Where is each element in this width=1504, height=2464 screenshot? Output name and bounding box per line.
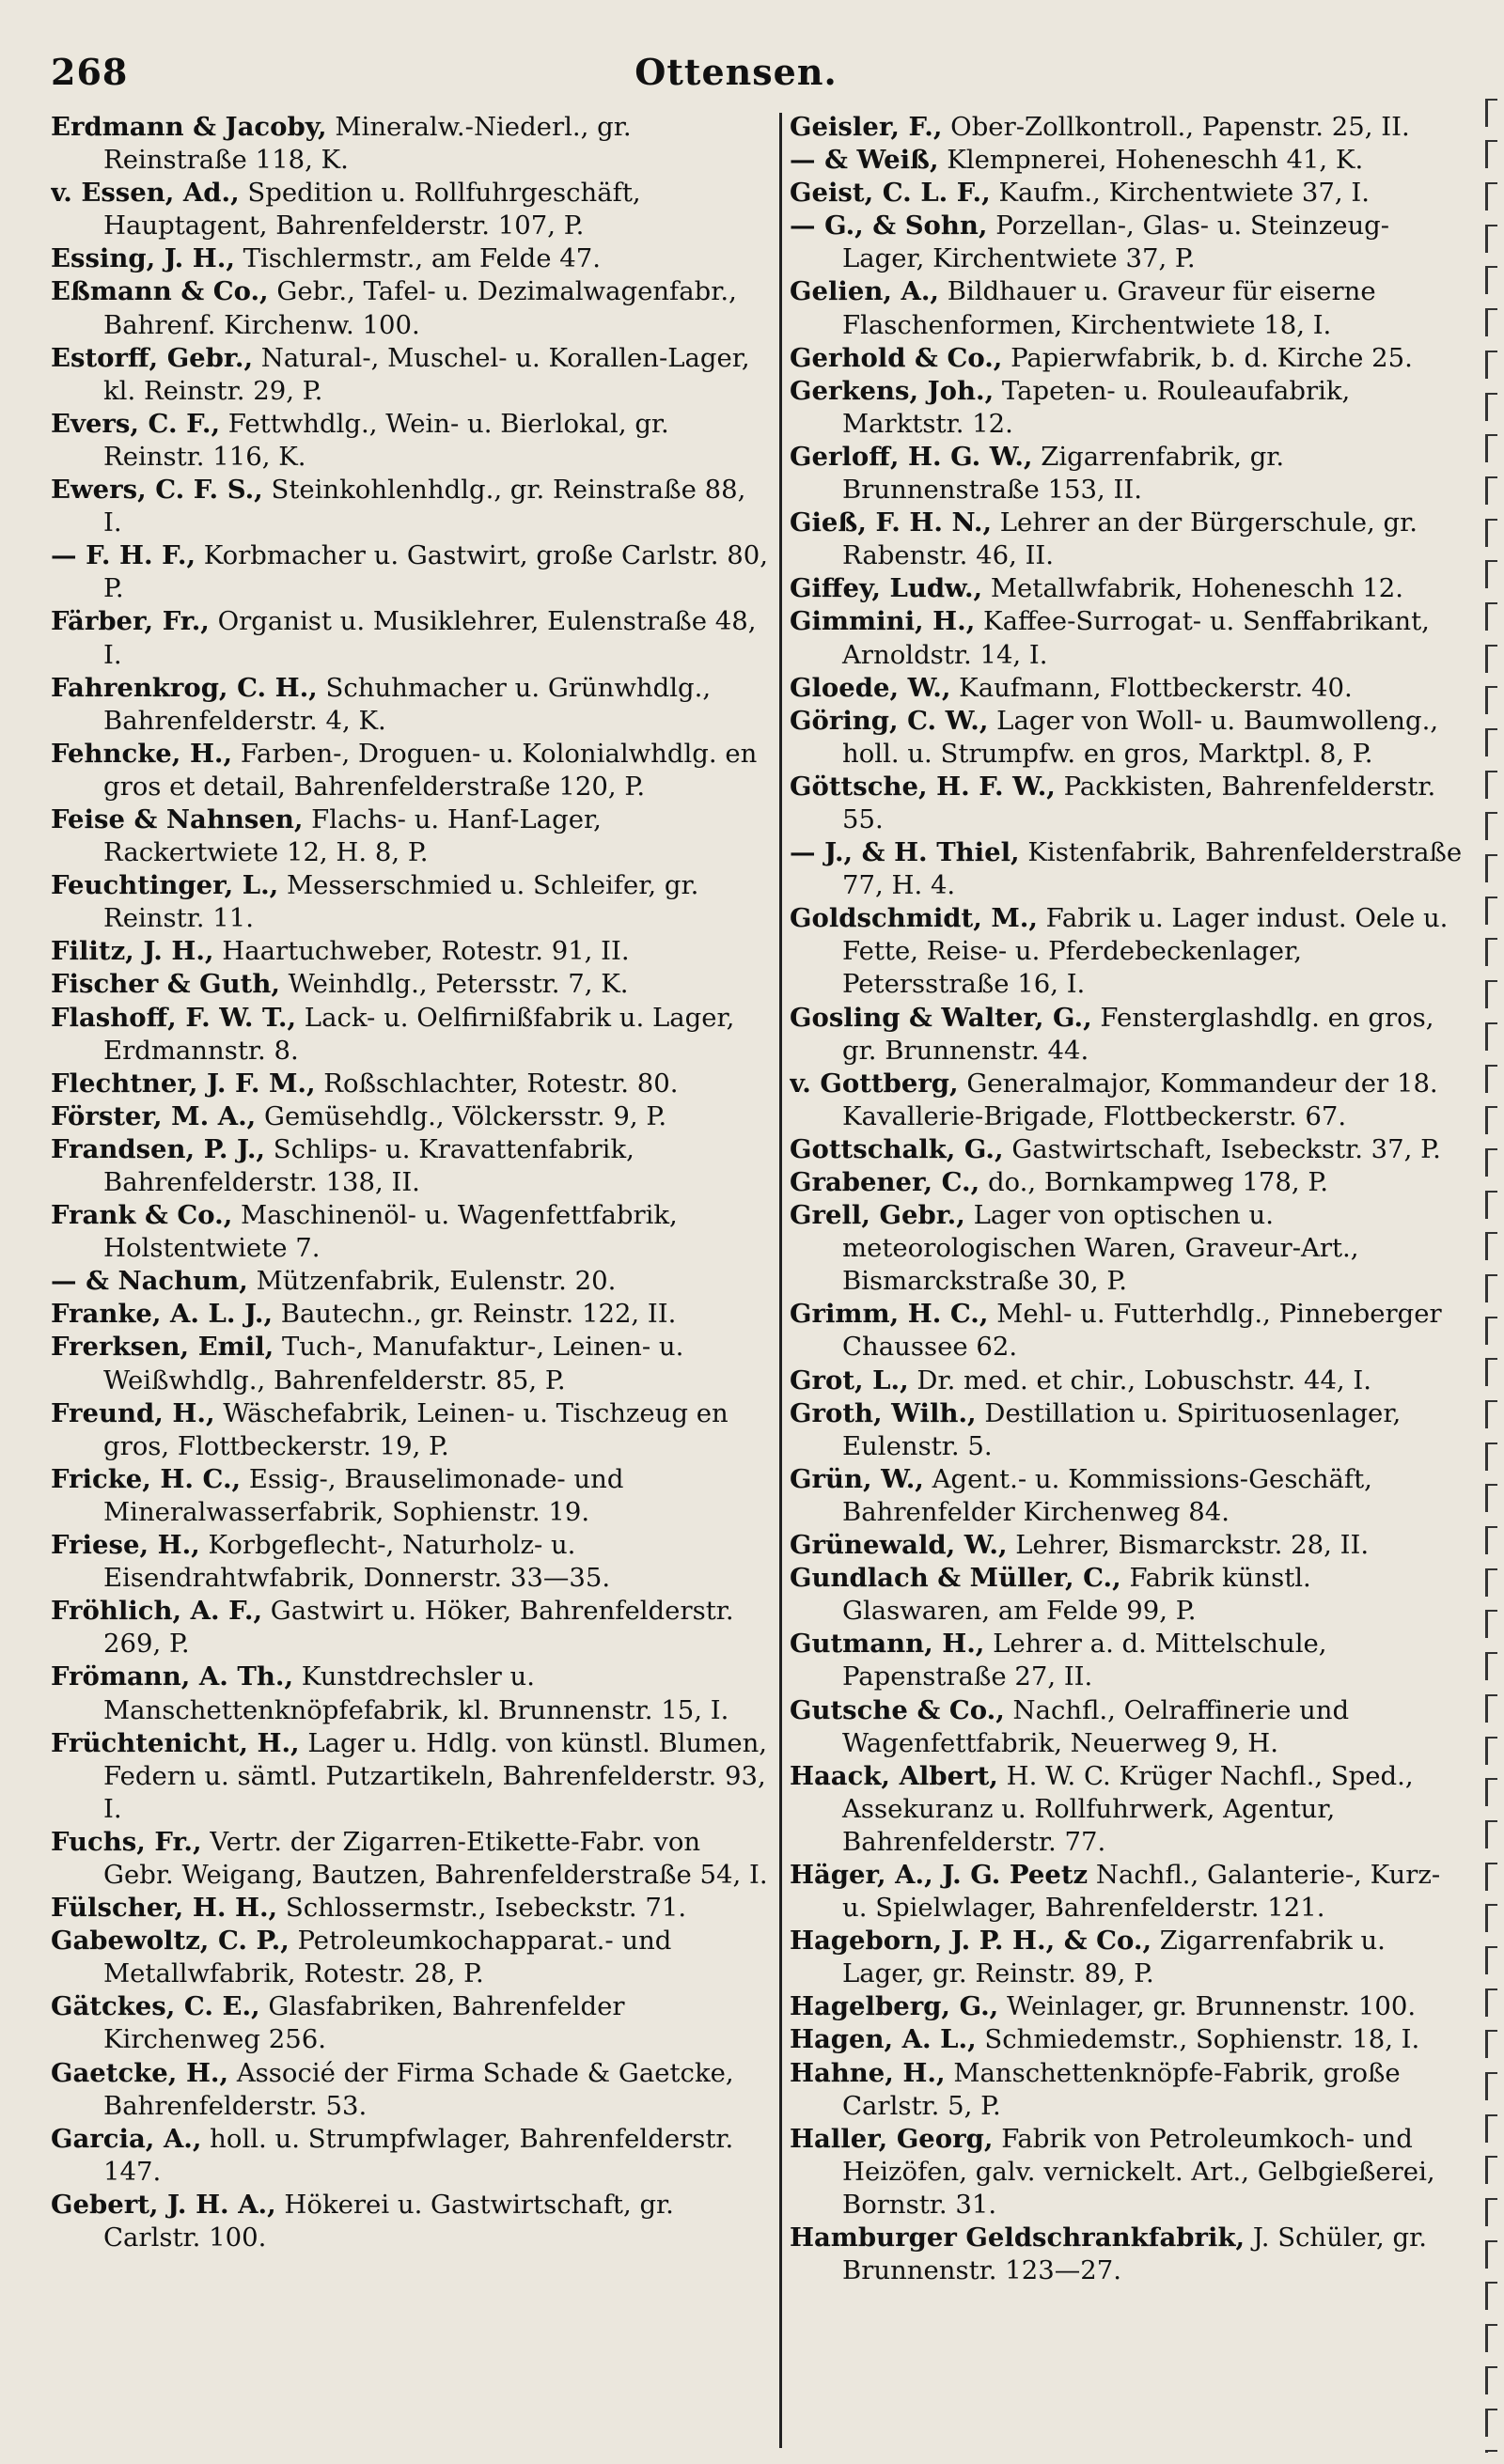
entry-details: Fettwhdlg., Wein- u. Bierlokal, gr. Reinstr. 116, K. [103, 408, 669, 472]
directory-entry [51, 1298, 770, 1331]
directory-entry [790, 836, 1466, 902]
entry-details: Manschettenknöpfe-Fabrik, große Carlstr. 5, P. [842, 2057, 1401, 2121]
entry-name: Fuchs, Fr., [51, 1826, 202, 1857]
entry-name: Ewers, C. F. S., [51, 475, 263, 506]
entry-details: Ober-Zollkontroll., Papenstr. 25, II. [942, 112, 1410, 142]
directory-entry [51, 605, 770, 671]
adjacent-page-glyph [1485, 1568, 1497, 1597]
adjacent-page-glyph [1485, 645, 1497, 673]
entry-name: Gutmann, H., [790, 1629, 985, 1660]
entry-details: Roßschlachter, Rotestr. 80. [315, 1068, 679, 1099]
entry-details: Lager u. Hdlg. von künstl. Blumen, Federn u. sämtl. Putzartikeln, Bahrenfelderstr. 93, I. [103, 1727, 768, 1824]
entry-details: Fensterglashdlg. en gros, gr. Brunnenstr. 44. [842, 1002, 1434, 1066]
entry-details: Essig-, Brauselimonade- und Mineralwasserfabrik, Sophienstr. 19. [103, 1463, 624, 1527]
adjacent-page-glyph [1485, 2240, 1497, 2269]
directory-entry [51, 408, 770, 474]
adjacent-page-glyph [1485, 2282, 1497, 2310]
adjacent-page-glyph [1485, 1988, 1497, 2017]
entry-name: Fülscher, H. H., [51, 1893, 278, 1924]
entry-name: Erdmann & Jacoby, [51, 112, 327, 142]
directory-entry [790, 210, 1466, 275]
adjacent-page-glyph [1485, 1358, 1497, 1386]
entry-name: Frandsen, P. J., [51, 1133, 265, 1164]
entry-name: Haller, Georg, [790, 2123, 994, 2154]
entry-details: Bildhauer u. Graveur für eiserne Flaschenformen, Kirchentwiete 18, I. [842, 276, 1376, 340]
adjacent-page-glyph [1485, 1526, 1497, 1554]
adjacent-page-glyph [1485, 938, 1497, 966]
adjacent-page-glyph [1485, 1904, 1497, 1932]
directory-entry [51, 2189, 770, 2254]
entry-details: Weinhdlg., Petersstr. 7, K. [279, 969, 629, 1000]
entry-details: Zigarrenfabrik, gr. Brunnenstraße 153, II. [842, 441, 1285, 506]
entry-name: Gosling & Walter, G., [790, 1002, 1092, 1033]
entry-details: Lehrer a. d. Mittelschule, Papenstraße 27, II. [842, 1629, 1327, 1692]
directory-entry [790, 1859, 1466, 1925]
adjacent-page-glyph [1485, 1232, 1497, 1260]
entry-name: Gerloff, H. G. W., [790, 441, 1033, 472]
entry-name: Färber, Fr., [51, 606, 210, 637]
entry-details: Spedition u. Rollfuhrgeschäft, Hauptagent, Bahrenfelderstr. 107, P. [103, 178, 641, 242]
directory-entry [51, 2123, 770, 2189]
directory-entry [790, 111, 1466, 144]
entry-name: Frerksen, Emil, [51, 1332, 274, 1363]
directory-entry [51, 738, 770, 803]
entry-details: Metallwfabrik, Hoheneschh 12. [982, 573, 1404, 604]
page-number: 268 [51, 51, 129, 93]
entry-name: Hahne, H., [790, 2057, 946, 2088]
entry-details: Maschinenöl- u. Wagenfettfabrik, Holstentwiete 7. [103, 1200, 678, 1264]
entry-name: Häger, A., J. G. Peetz [790, 1859, 1089, 1890]
directory-entry [790, 177, 1466, 210]
directory-entry [51, 1727, 770, 1826]
adjacent-page-glyph [1485, 602, 1497, 631]
entry-details: Tuch-, Manufaktur-, Leinen- u. Weißwhdlg., Bahrenfelderstr. 85, P. [103, 1332, 684, 1396]
entry-details: Agent.- u. Kommissions-Geschäft, Bahrenfelder Kirchenweg 84. [842, 1463, 1372, 1527]
entry-name: Grell, Gebr., [790, 1200, 965, 1231]
adjacent-page-glyph [1485, 812, 1497, 840]
entry-name: Feuchtinger, L., [51, 870, 279, 901]
entry-details: Destillation u. Spirituosenlager, Eulenstr. 5. [842, 1397, 1402, 1461]
entry-details: Gastwirt u. Höker, Bahrenfelderstr. 269, P. [103, 1596, 734, 1660]
adjacent-page-glyph [1485, 2450, 1497, 2453]
adjacent-page-glyph [1485, 771, 1497, 799]
adjacent-page-glyph [1485, 560, 1497, 588]
entry-name: Fröhlich, A. F., [51, 1596, 263, 1627]
directory-entry [790, 2123, 1466, 2222]
directory-entry [51, 1199, 770, 1265]
adjacent-page-glyph [1485, 2409, 1497, 2437]
entry-details: Fabrik von Petroleumkoch- und Heizöfen, galv. vernickelt. Art., Gelbgießerei, Bornstr. 31. [842, 2123, 1435, 2220]
entry-details: Mehl- u. Futterhdlg., Pinneberger Chaussee 62. [842, 1299, 1442, 1363]
directory-entry [790, 902, 1466, 1001]
adjacent-page-glyph [1485, 2114, 1497, 2143]
entry-name: Evers, C. F., [51, 408, 221, 439]
directory-entry [790, 672, 1466, 705]
entry-details: Vertr. der Zigarren-Etikette-Fabr. von Gebr. Weigang, Bautzen, Bahrenfelderstraße 54, I. [103, 1826, 768, 1890]
entry-details: Tischlermstr., am Felde 47. [234, 243, 602, 274]
entry-details: Associé der Firma Schade & Gaetcke, Bahrenfelderstr. 53. [103, 2057, 734, 2121]
directory-entry [51, 275, 770, 341]
adjacent-page-glyph [1485, 1317, 1497, 1345]
entry-details: Farben-, Droguen- u. Kolonialwhdlg. en gros et detail, Bahrenfelderstraße 120, P. [103, 738, 758, 802]
directory-entry [790, 275, 1466, 341]
directory-entry [51, 1002, 770, 1068]
entry-name: Essing, J. H., [51, 243, 235, 274]
adjacent-page-glyph [1485, 1778, 1497, 1806]
right-column [790, 111, 1466, 2451]
directory-entry [790, 605, 1466, 671]
adjacent-page-glyph [1485, 2366, 1497, 2394]
entry-details: Nachfl., Oelraffinerie und Wagenfettfabrik, Neuerweg 9, H. [842, 1694, 1350, 1758]
entry-details: Petroleumkochapparat.- und Metallwfabrik, Rotestr. 28, P. [103, 1926, 672, 1989]
entry-name: Hagelberg, G., [790, 1991, 999, 2022]
entry-details: Papierwfabrik, b. d. Kirche 25. [1002, 342, 1413, 373]
adjacent-page-glyph [1485, 476, 1497, 505]
entry-name: Franke, A. L. J., [51, 1299, 274, 1330]
entry-name: Feise & Nahnsen, [51, 803, 304, 834]
entry-details: Mineralw.-Niederl., gr. Reinstraße 118, K. [103, 112, 632, 176]
adjacent-page-glyph [1485, 1191, 1497, 1219]
page-header [45, 47, 1427, 105]
directory-entry [790, 1990, 1466, 2023]
entry-details: Lehrer an der Bürgerschule, gr. Rabenstr. 46, II. [842, 507, 1418, 571]
directory-entry [51, 111, 770, 177]
directory-entry [51, 1990, 770, 2056]
adjacent-page-glyph [1485, 1737, 1497, 1765]
adjacent-page-glyph [1485, 2324, 1497, 2352]
entry-name: Garcia, A., [51, 2123, 202, 2154]
directory-entry [51, 1463, 770, 1529]
adjacent-page-glyph [1485, 182, 1497, 211]
directory-entry [790, 1925, 1466, 1990]
entry-details: Gastwirtschaft, Isebeckstr. 37, P. [1003, 1133, 1441, 1164]
entry-name: — & Weiß, [790, 145, 939, 176]
directory-entry [790, 507, 1466, 572]
entry-name: Fehncke, H., [51, 738, 233, 769]
entry-details: Kunstdrechsler u. Manschettenknöpfefabrik, kl. Brunnenstr. 15, I. [103, 1661, 729, 1725]
directory-entry [51, 474, 770, 539]
directory-entry [51, 672, 770, 738]
entry-details: Lehrer, Bismarckstr. 28, II. [1007, 1530, 1370, 1561]
adjacent-page-glyph [1485, 1863, 1497, 1891]
entry-name: Fischer & Guth, [51, 969, 280, 1000]
directory-entry [790, 572, 1466, 605]
entry-name: Goldschmidt, M., [790, 903, 1038, 934]
entry-details: Korbgeflecht-, Naturholz- u. Eisendrahtwfabrik, Donnerstr. 33—35. [103, 1530, 611, 1594]
entry-name: Gerhold & Co., [790, 342, 1003, 373]
directory-entry [790, 1463, 1466, 1529]
directory-entry [51, 1595, 770, 1661]
entry-details: Gemüsehdlg., Völckersstr. 9, P. [256, 1100, 667, 1131]
entry-name: Gottschalk, G., [790, 1133, 1004, 1164]
adjacent-page-glyph [1485, 266, 1497, 294]
adjacent-page-glyph [1485, 351, 1497, 379]
directory-entry [51, 1661, 770, 1726]
page-title: Ottensen. [634, 51, 838, 93]
entry-name: — J., & H. Thiel, [790, 837, 1020, 868]
entry-name: Gebert, J. H. A., [51, 2189, 276, 2220]
entry-name: Gundlach & Müller, C., [790, 1563, 1121, 1594]
adjacent-page-glyph [1485, 308, 1497, 336]
directory-entry [790, 375, 1466, 441]
entry-details: Flachs- u. Hanf-Lager, Rackertwiete 12, H. 8, P. [103, 803, 602, 868]
entry-name: — F. H. F., [51, 540, 196, 571]
entry-name: Hamburger Geldschrankfabrik, [790, 2222, 1246, 2253]
adjacent-page-glyph [1485, 99, 1497, 127]
entry-name: v. Essen, Ad., [51, 178, 240, 209]
directory-entry [51, 1100, 770, 1133]
directory-entry [51, 1892, 770, 1925]
entry-details: Tapeten- u. Rouleaufabrik, Marktstr. 12. [842, 375, 1351, 439]
entry-details: do., Bornkampweg 178, P. [979, 1167, 1329, 1197]
adjacent-page-edge [1478, 85, 1504, 2453]
directory-entry [790, 1760, 1466, 1859]
entry-details: Lager von optischen u. meteorologischen Waren, Graveur-Art., Bismarckstraße 30, P. [842, 1200, 1359, 1297]
directory-entry [790, 342, 1466, 375]
directory-entry [51, 1331, 770, 1396]
entry-details: Kaufm., Kirchentwiete 37, I. [990, 178, 1370, 209]
adjacent-page-glyph [1485, 728, 1497, 756]
entry-name: v. Gottberg, [790, 1068, 959, 1099]
entry-name: — G., & Sohn, [790, 211, 988, 242]
directory-entry [51, 1826, 770, 1892]
entry-name: Groth, Wilh., [790, 1397, 977, 1428]
adjacent-page-glyph [1485, 1610, 1497, 1638]
directory-entry [790, 1298, 1466, 1364]
entry-details: Korbmacher u. Gastwirt, große Carlstr. 80, P. [103, 540, 768, 604]
entry-details: Haartuchweber, Rotestr. 91, II. [213, 936, 630, 967]
entry-details: Lack- u. Oelfirnißfabrik u. Lager, Erdmannstr. 8. [103, 1002, 735, 1066]
adjacent-page-glyph [1485, 1694, 1497, 1723]
entry-name: Giffey, Ludw., [790, 573, 983, 604]
entry-name: Frömann, A. Th., [51, 1661, 294, 1692]
directory-entry [790, 1628, 1466, 1693]
entry-name: Förster, M. A., [51, 1100, 257, 1131]
entry-name: Fricke, H. C., [51, 1463, 242, 1494]
directory-entry [790, 441, 1466, 507]
directory-entry [51, 342, 770, 408]
entry-details: Generalmajor, Kommandeur der 18. Kavallerie-Brigade, Flottbeckerstr. 67. [842, 1068, 1438, 1131]
entry-details: Schmiedemstr., Sophienstr. 18, I. [976, 2024, 1420, 2055]
adjacent-page-glyph [1485, 1484, 1497, 1512]
entry-name: Grimm, H. C., [790, 1299, 989, 1330]
adjacent-page-glyph [1485, 1106, 1497, 1134]
directory-entry [51, 1925, 770, 1990]
directory-entry [790, 2222, 1466, 2287]
directory-entry [790, 144, 1466, 177]
directory-entry [790, 1562, 1466, 1628]
directory-entry [790, 1694, 1466, 1760]
entry-details: Lager von Woll- u. Baumwolleng., holl. u. Strumpfw. en gros, Marktpl. 8, P. [842, 705, 1439, 769]
entry-name: Fahrenkrog, C. H., [51, 672, 318, 703]
entry-details: Gebr., Tafel- u. Dezimalwagenfabr., Bahrenf. Kirchenw. 100. [103, 276, 737, 340]
directory-entry [51, 177, 770, 242]
adjacent-page-glyph [1485, 1022, 1497, 1051]
entry-name: Gutsche & Co., [790, 1694, 1005, 1725]
entry-details: Dr. med. et chir., Lobuschstr. 44, I. [908, 1365, 1372, 1396]
entry-details: Klempnerei, Hoheneschh 41, K. [938, 145, 1364, 176]
directory-entry [51, 539, 770, 605]
entry-name: Frank & Co., [51, 1200, 233, 1231]
adjacent-page-glyph [1485, 1065, 1497, 1093]
entry-details: Bautechn., gr. Reinstr. 122, II. [273, 1299, 677, 1330]
adjacent-page-glyph [1485, 434, 1497, 462]
entry-details: Schlossermstr., Isebeckstr. 71. [277, 1893, 687, 1924]
entry-details: Glasfabriken, Bahrenfelder Kirchenweg 256. [103, 1991, 625, 2055]
adjacent-page-glyph [1485, 1652, 1497, 1680]
entry-details: Porzellan-, Glas- u. Steinzeug-Lager, Kirchentwiete 37, P. [842, 211, 1390, 274]
entry-name: Freund, H., [51, 1397, 215, 1428]
entry-details: Fabrik künstl. Glaswaren, am Felde 99, P. [842, 1563, 1311, 1627]
directory-entry [790, 2057, 1466, 2123]
entry-name: Gieß, F. H. N., [790, 507, 993, 538]
directory-entry [51, 803, 770, 869]
entry-details: J. Schüler, gr. Brunnenstr. 123—27. [842, 2222, 1428, 2286]
entry-details: Kaufmann, Flottbeckerstr. 40. [950, 672, 1353, 703]
entry-details: H. W. C. Krüger Nachfl., Sped., Assekuranz u. Rollfuhrwerk, Agentur, Bahrenfelderstr. 77. [842, 1760, 1414, 1857]
adjacent-page-glyph [1485, 897, 1497, 925]
directory-entry [790, 771, 1466, 836]
entry-details: Fabrik u. Lager indust. Oele u. Fette, Reise- u. Pferdebeckenlager, Petersstraße 16, I. [842, 903, 1449, 1000]
directory-entry [51, 1068, 770, 1100]
adjacent-page-glyph [1485, 519, 1497, 547]
entry-name: Haack, Albert, [790, 1760, 998, 1791]
directory-entry [51, 242, 770, 275]
entry-details: Zigarrenfabrik u. Lager, gr. Reinstr. 89, P. [842, 1926, 1386, 1989]
entry-details: Nachfl., Galanterie-, Kurz- u. Spielwlager, Bahrenfelderstr. 121. [842, 1859, 1441, 1924]
entry-details: Schuhmacher u. Grünwhdlg., Bahrenfelderstr. 4, K. [103, 672, 712, 736]
entry-name: Gloede, W., [790, 672, 951, 703]
adjacent-page-glyph [1485, 1820, 1497, 1848]
entry-name: Grabener, C., [790, 1167, 980, 1197]
entry-name: Filitz, J. H., [51, 936, 214, 967]
directory-entry [790, 705, 1466, 771]
entry-name: Geist, C. L. F., [790, 178, 991, 209]
column-divider [779, 113, 782, 2448]
entry-name: Früchtenicht, H., [51, 1727, 300, 1758]
entry-name: Estorff, Gebr., [51, 342, 254, 373]
adjacent-page-glyph [1485, 2156, 1497, 2184]
adjacent-page-glyph [1485, 2030, 1497, 2058]
left-column [51, 111, 770, 2451]
entry-name: Göring, C. W., [790, 705, 989, 736]
directory-entry [790, 2023, 1466, 2056]
entry-name: Flechtner, J. F. M., [51, 1068, 316, 1099]
directory-entry [51, 1529, 770, 1595]
adjacent-page-glyph [1485, 140, 1497, 168]
directory-entry [790, 1199, 1466, 1298]
adjacent-page-glyph [1485, 854, 1497, 882]
directory-entry [51, 1397, 770, 1463]
directory-entry [51, 2057, 770, 2123]
entry-name: Flashoff, F. W. T., [51, 1002, 297, 1033]
directory-entry [51, 935, 770, 968]
entry-name: Grünewald, W., [790, 1530, 1008, 1561]
directory-entry [790, 1365, 1466, 1397]
adjacent-page-glyph [1485, 1274, 1497, 1302]
entry-name: Geisler, F., [790, 112, 943, 142]
adjacent-page-glyph [1485, 393, 1497, 421]
directory-entry [790, 1397, 1466, 1463]
entry-name: — & Nachum, [51, 1266, 248, 1297]
entry-name: Gimmini, H., [790, 606, 976, 637]
adjacent-page-glyph [1485, 2198, 1497, 2226]
entry-details: Hökerei u. Gastwirtschaft, gr. Carlstr. 100. [103, 2189, 674, 2253]
directory-entry [51, 968, 770, 1001]
entry-details: Weinlager, gr. Brunnenstr. 100. [998, 1991, 1417, 2022]
adjacent-page-glyph [1485, 2072, 1497, 2100]
entry-details: Kistenfabrik, Bahrenfelderstraße 77, H. 4. [842, 837, 1463, 901]
entry-name: Hagen, A. L., [790, 2024, 977, 2055]
entry-name: Grün, W., [790, 1463, 924, 1494]
entry-details: Messerschmied u. Schleifer, gr. Reinstr. 11. [103, 870, 699, 934]
entry-details: Kaffee-Surrogat- u. Senffabrikant, Arnoldstr. 14, I. [842, 606, 1430, 670]
directory-entry [790, 1133, 1466, 1166]
adjacent-page-glyph [1485, 1148, 1497, 1177]
adjacent-page-glyph [1485, 1946, 1497, 1974]
entry-name: Gaetcke, H., [51, 2057, 229, 2088]
entry-name: Gerkens, Joh., [790, 375, 995, 406]
entry-name: Gelien, A., [790, 276, 939, 307]
entry-details: Packkisten, Bahrenfelderstr. 55. [842, 771, 1436, 834]
directory-entry [51, 1265, 770, 1298]
entry-name: Friese, H., [51, 1530, 200, 1561]
directory-entry [51, 869, 770, 935]
adjacent-page-glyph [1485, 1443, 1497, 1471]
directory-entry [790, 1002, 1466, 1068]
entry-details: Schlips- u. Kravattenfabrik, Bahrenfelderstr. 138, II. [103, 1133, 634, 1197]
directory-entry [790, 1068, 1466, 1133]
entry-name: Gätckes, C. E., [51, 1991, 260, 2022]
entry-name: Grot, L., [790, 1365, 909, 1396]
directory-entry [790, 1529, 1466, 1562]
adjacent-page-glyph [1485, 686, 1497, 714]
entry-name: Göttsche, H. F. W., [790, 771, 1056, 802]
entry-details: Organist u. Musiklehrer, Eulenstraße 48, I. [103, 606, 757, 670]
entry-details: Wäschefabrik, Leinen- u. Tischzeug en gros, Flottbeckerstr. 19, P. [103, 1397, 728, 1461]
entry-name: Gabewoltz, C. P., [51, 1926, 290, 1957]
directory-entry [51, 1133, 770, 1199]
adjacent-page-glyph [1485, 980, 1497, 1008]
entry-details: holl. u. Strumpfwlager, Bahrenfelderstr. 147. [103, 2123, 734, 2187]
entry-details: Steinkohlenhdlg., gr. Reinstraße 88, I. [103, 475, 746, 538]
adjacent-page-glyph [1485, 225, 1497, 253]
directory-entry [790, 1166, 1466, 1199]
entry-name: Hageborn, J. P. H., & Co., [790, 1926, 1152, 1957]
entry-details: Mützenfabrik, Eulenstr. 20. [247, 1266, 617, 1297]
adjacent-page-glyph [1485, 1400, 1497, 1428]
entry-name: Eßmann & Co., [51, 276, 269, 307]
entry-details: Natural-, Muschel- u. Korallen-Lager, kl. Reinstr. 29, P. [103, 342, 750, 406]
